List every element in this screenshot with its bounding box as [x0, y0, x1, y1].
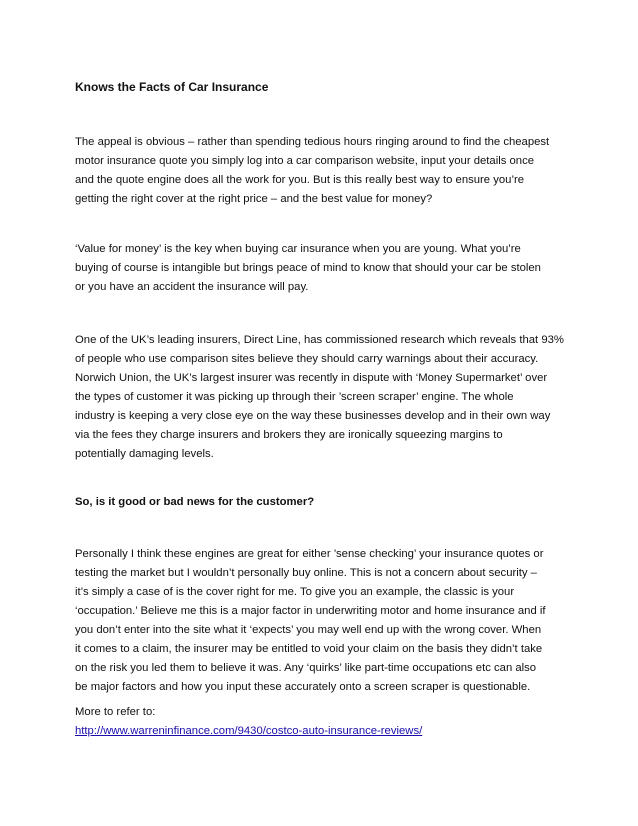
paragraph-line: Norwich Union, the UK’s largest insurer was recently in dispute with ‘Money Supermarket’ over: [75, 372, 548, 384]
paragraph-line: and the quote engine does all the work for you. But is this really best way to ensure you’re: [75, 174, 524, 186]
paragraph-value-for-money: [75, 240, 575, 297]
paragraph-line: buying of course is intangible but brings peace of mind to know that should your car be stolen: [75, 262, 541, 274]
paragraph-personal-opinion: [75, 545, 575, 697]
paragraph-line: the types of customer it was picking up through their ’screen scraper’ engine. The whole: [75, 391, 514, 403]
paragraph-line: motor insurance quote you simply log into a car comparison website, input your details once: [75, 155, 535, 167]
paragraph-line: via the fees they charge insurers and brokers they are ironically squeezing margins to: [75, 429, 503, 441]
paragraph-line: on the risk you led them to believe it was. Any ‘quirks’ like part-time occupations etc can also: [75, 662, 537, 674]
paragraph-line: The appeal is obvious – rather than spending tedious hours ringing around to find the cheapest: [75, 136, 550, 148]
paragraph-line: industry is keeping a very close eye on the way these businesses develop and in their own way: [75, 410, 551, 422]
refer-section: [75, 703, 422, 741]
paragraph-line: Personally I think these engines are great for either ’sense checking’ your insurance quotes or: [75, 548, 544, 560]
paragraph-line: One of the UK’s leading insurers, Direct Line, has commissioned research which reveals that 93%: [75, 334, 564, 346]
section-subheading: So, is it good or bad news for the customer?: [75, 496, 315, 508]
paragraph-line: ‘occupation.’ Believe me this is a major factor in underwriting motor and home insurance and if: [75, 605, 546, 617]
paragraph-line: or you have an accident the insurance will pay.: [75, 281, 309, 293]
paragraph-line: ‘Value for money’ is the key when buying car insurance when you are young. What you’re: [75, 243, 521, 255]
paragraph-line: getting the right cover at the right price – and the best value for money?: [75, 193, 433, 205]
paragraph-industry-research: [75, 331, 575, 464]
refer-link[interactable]: http://www.warreninfinance.com/9430/costco-auto-insurance-reviews/: [75, 725, 423, 737]
paragraph-line: it’s simply a case of is the cover right for me. To give you an example, the classic is your: [75, 586, 515, 598]
paragraph-line: it comes to a claim, the insurer may be entitled to void your claim on the basis they didn’t take: [75, 643, 543, 655]
paragraph-line: testing the market but I wouldn’t personally buy online. This is not a concern about security –: [75, 567, 537, 579]
paragraph-comparison-appeal: [75, 133, 575, 209]
refer-label: More to refer to:: [75, 706, 156, 718]
document-title: Knows the Facts of Car Insurance: [75, 80, 269, 94]
paragraph-line: of people who use comparison sites believe they should carry warnings about their accuracy.: [75, 353, 539, 365]
paragraph-line: potentially damaging levels.: [75, 448, 214, 460]
paragraph-line: be major factors and how you input these accurately onto a screen scraper is questionable.: [75, 681, 531, 693]
paragraph-line: you don’t enter into the site what it ‘expects’ you may well end up with the wrong cover. When: [75, 624, 542, 636]
